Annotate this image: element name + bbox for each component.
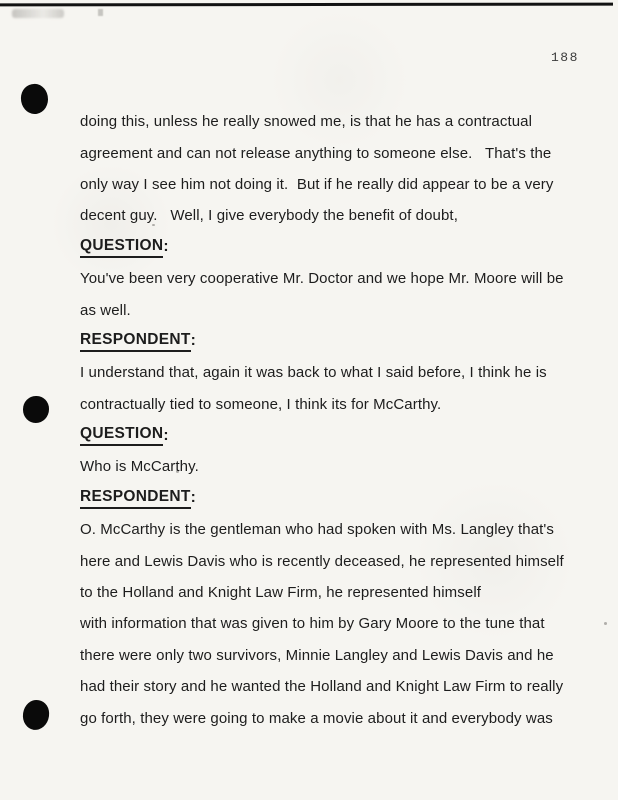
section-header: QUESTION : — [80, 232, 562, 263]
transcript-line: had their story and he wanted the Holland and Knight Law Firm to really — [80, 678, 564, 696]
transcript-line: contractually tied to someone, I think its for McCarthy. — [80, 395, 442, 413]
hole-punch-mark — [21, 698, 51, 731]
section-header-word: QUESTION — [80, 425, 163, 446]
page-number: 188 — [551, 50, 579, 65]
transcript-line: as well. — [80, 301, 131, 319]
scan-edge-line — [0, 3, 613, 7]
section-header: RESPONDENT : — [80, 483, 562, 514]
scan-speck — [604, 622, 607, 625]
section-header: QUESTION : — [80, 420, 562, 451]
section-header: RESPONDENT : — [80, 326, 562, 357]
transcript-line: Who is McCarthy. — [80, 458, 199, 476]
transcript-line: I understand that, again it was back to what I said before, I think he is — [80, 364, 547, 382]
transcript-line: only way I see him not doing it. But if he really did appear to be a very — [80, 175, 554, 193]
section-header-word: QUESTION — [80, 237, 163, 258]
scan-smudge — [98, 9, 103, 16]
scan-smudge — [12, 9, 64, 18]
transcript-line: You've been very cooperative Mr. Doctor and we hope Mr. Moore will be — [80, 270, 564, 288]
section-header-word: RESPONDENT — [80, 331, 191, 352]
hole-punch-mark — [19, 82, 51, 116]
transcript-text — [80, 106, 562, 734]
transcript-line: agreement and can not release anything to someone else. That's the — [80, 144, 552, 162]
section-header-word: RESPONDENT — [80, 488, 191, 509]
transcript-line: go forth, they were going to make a movie about it and everybody was — [80, 709, 553, 727]
transcript-line: there were only two survivors, Minnie Langley and Lewis Davis and he — [80, 646, 554, 664]
transcript-line: O. McCarthy is the gentleman who had spoken with Ms. Langley that's — [80, 521, 554, 539]
transcript-line: here and Lewis Davis who is recently deceased, he represented himself — [80, 552, 564, 570]
transcript-line: to the Holland and Knight Law Firm, he represented himself — [80, 584, 482, 602]
transcript-line: with information that was given to him by Gary Moore to the tune that — [80, 615, 545, 633]
hole-punch-mark — [23, 396, 49, 423]
transcript-line: doing this, unless he really snowed me, is that he has a contractual — [80, 113, 533, 131]
transcript-line: decent guy. Well, I give everybody the benefit of doubt, — [80, 207, 458, 225]
